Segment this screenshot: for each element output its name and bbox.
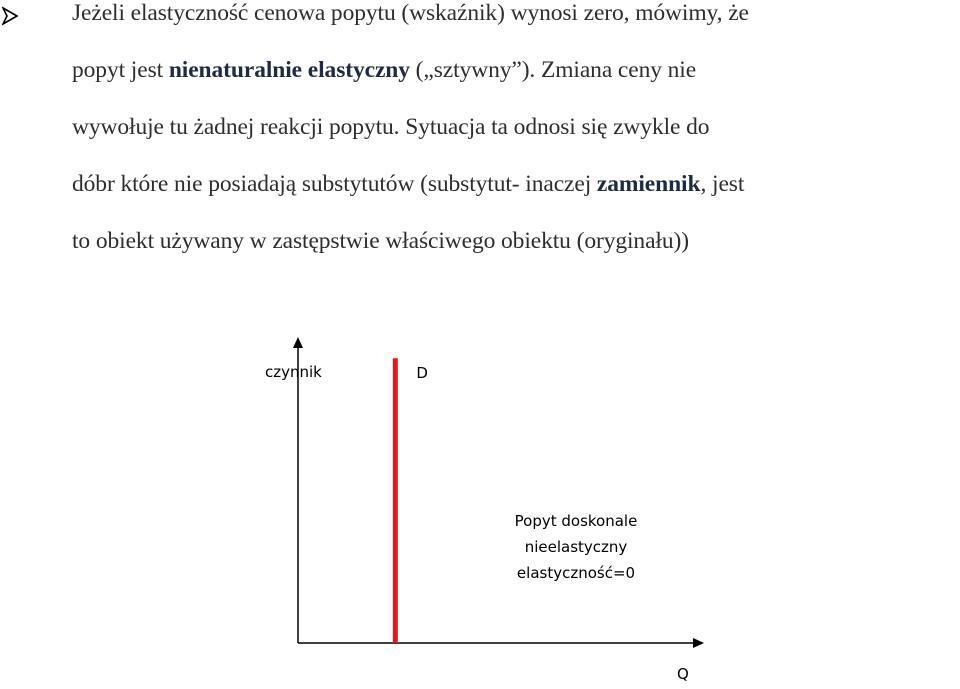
paragraph-line-1: Jeżeli elastyczność cenowa popytu (wskaźnik) wynosi zero, mówimy, że	[72, 0, 749, 26]
bold-term-perfectly-inelastic: nienaturalnie elastyczny	[168, 57, 410, 83]
y-axis-arrow-icon	[293, 337, 303, 348]
series-label-d: D	[416, 364, 428, 383]
series-layer	[395, 358, 428, 643]
paragraph-line-3: wywołuje tu żadnej reakcji popytu. Sytuacja ta odnosi się zwykle do	[72, 114, 710, 140]
paragraph-line-4: dóbr które nie posiadają substytutów (substytut- inaczej zamiennik, jest	[72, 171, 745, 197]
annotation-line-1: Popyt doskonale	[514, 512, 638, 530]
annotation-line-2: nieelastyczny	[524, 538, 628, 556]
paragraph-line-5: to obiekt używany w zastępstwie właściwego obiektu (oryginału))	[72, 228, 689, 254]
y-axis-label: czynnik	[265, 363, 322, 381]
annotation-line-3: elastyczność=0	[516, 564, 636, 582]
annotation-layer	[515, 512, 638, 582]
x-axis-label: Q	[677, 665, 689, 683]
x-axis-arrow-icon	[693, 638, 704, 648]
paragraph-line-2: popyt jest nienaturalnie elastyczny („sztywny”). Zmiana ceny nie	[72, 57, 697, 83]
bold-term-substitute: zamiennik	[596, 171, 701, 197]
